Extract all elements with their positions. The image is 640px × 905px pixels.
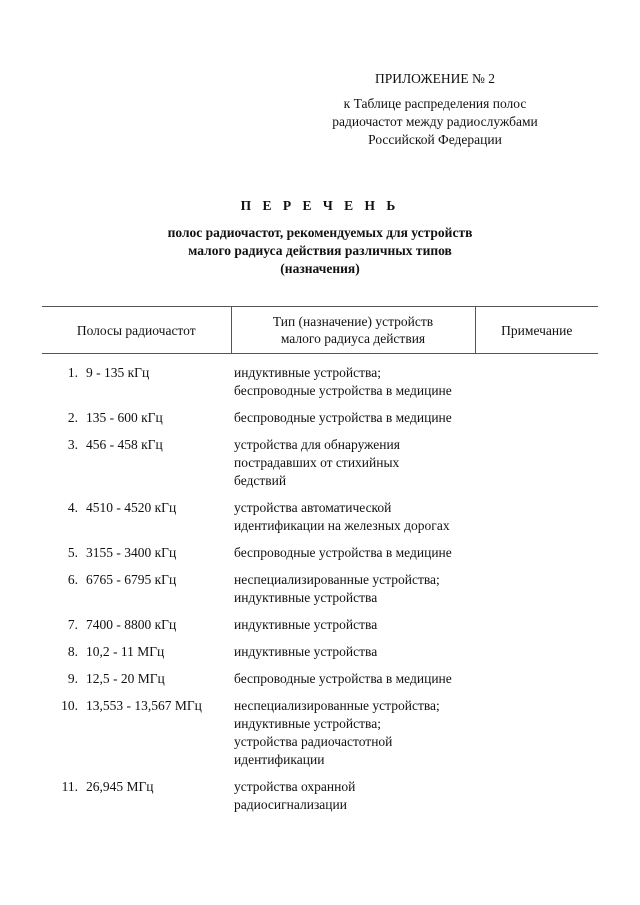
device-type-cell bbox=[231, 616, 475, 643]
note-cell bbox=[475, 571, 598, 616]
header-bands: Полосы радиочастот bbox=[42, 307, 231, 354]
document-heading bbox=[0, 197, 640, 278]
document-subtitle-line: малого радиуса действия различных типов bbox=[188, 243, 452, 258]
band-entry bbox=[42, 436, 231, 454]
table-row bbox=[42, 670, 598, 697]
device-type-line: устройства для обнаружения bbox=[234, 437, 400, 452]
band-entry bbox=[42, 571, 231, 589]
band-cell bbox=[42, 409, 231, 436]
appendix-title: ПРИЛОЖЕНИЕ № 2 bbox=[374, 71, 496, 86]
row-number: 10. bbox=[61, 698, 78, 713]
row-number: 6. bbox=[67, 572, 78, 587]
device-type-cell bbox=[231, 670, 475, 697]
band-cell bbox=[42, 778, 231, 823]
header-type bbox=[231, 307, 475, 354]
device-type-cell bbox=[231, 778, 475, 823]
device-type-line: беспроводные устройства в медицине bbox=[234, 383, 452, 398]
table-row bbox=[42, 616, 598, 643]
table-row bbox=[42, 436, 598, 499]
frequency-table bbox=[42, 306, 598, 823]
table-row bbox=[42, 544, 598, 571]
device-type-line: устройства охранной bbox=[234, 779, 356, 794]
device-type-line: устройства радиочастотной bbox=[234, 734, 393, 749]
table-row bbox=[42, 778, 598, 823]
note-cell bbox=[475, 499, 598, 544]
device-type-cell bbox=[231, 499, 475, 544]
band-cell bbox=[42, 436, 231, 499]
row-number: 7. bbox=[67, 617, 78, 632]
frequency-band: 12,5 - 20 МГц bbox=[86, 671, 165, 686]
device-type-line: индуктивные устройства bbox=[234, 644, 378, 659]
note-cell bbox=[475, 697, 598, 778]
device-type-line: беспроводные устройства в медицине bbox=[234, 545, 452, 560]
document-subtitle-line: полос радиочастот, рекомендуемых для устройств bbox=[167, 225, 473, 240]
band-entry bbox=[42, 364, 231, 382]
device-type-line: индуктивные устройства bbox=[234, 617, 378, 632]
device-type-line: бедствий bbox=[234, 473, 287, 488]
band-entry bbox=[42, 643, 231, 661]
frequency-band: 3155 - 3400 кГц bbox=[86, 545, 177, 560]
row-number: 11. bbox=[61, 779, 78, 794]
device-type-line: неспециализированные устройства; bbox=[234, 698, 440, 713]
band-entry bbox=[42, 616, 231, 634]
band-entry bbox=[42, 697, 231, 715]
note-cell bbox=[475, 544, 598, 571]
device-type-line: идентификации bbox=[234, 752, 325, 767]
frequency-band: 10,2 - 11 МГц bbox=[86, 644, 165, 659]
appendix-header bbox=[310, 70, 560, 149]
band-cell bbox=[42, 499, 231, 544]
table-row bbox=[42, 643, 598, 670]
device-type-line: беспроводные устройства в медицине bbox=[234, 671, 452, 686]
note-cell bbox=[475, 616, 598, 643]
table-header-row bbox=[42, 307, 598, 354]
band-entry bbox=[42, 409, 231, 427]
row-number: 4. bbox=[67, 500, 78, 515]
appendix-line: к Таблице распределения полос bbox=[343, 96, 527, 111]
device-type-line: индуктивные устройства; bbox=[234, 365, 381, 380]
band-cell bbox=[42, 571, 231, 616]
frequency-band: 26,945 МГц bbox=[86, 779, 154, 794]
note-cell bbox=[475, 409, 598, 436]
device-type-cell bbox=[231, 409, 475, 436]
frequency-band: 456 - 458 кГц bbox=[86, 437, 163, 452]
row-number: 9. bbox=[67, 671, 78, 686]
table-row bbox=[42, 499, 598, 544]
appendix-gap bbox=[310, 88, 560, 95]
band-cell bbox=[42, 354, 231, 410]
device-type-line: неспециализированные устройства; bbox=[234, 572, 440, 587]
device-type-cell bbox=[231, 354, 475, 410]
row-number: 2. bbox=[67, 410, 78, 425]
frequency-band: 7400 - 8800 кГц bbox=[86, 617, 177, 632]
device-type-cell bbox=[231, 571, 475, 616]
row-number: 5. bbox=[67, 545, 78, 560]
appendix-line: радиочастот между радиослужбами bbox=[332, 114, 538, 129]
frequency-band: 9 - 135 кГц bbox=[86, 365, 150, 380]
device-type-line: пострадавших от стихийных bbox=[234, 455, 400, 470]
document-subtitle-line: (назначения) bbox=[280, 261, 360, 276]
row-number: 3. bbox=[67, 437, 78, 452]
note-cell bbox=[475, 354, 598, 410]
table-body bbox=[42, 354, 598, 824]
table-row bbox=[42, 697, 598, 778]
note-cell bbox=[475, 670, 598, 697]
device-type-line: устройства автоматической bbox=[234, 500, 392, 515]
band-cell bbox=[42, 697, 231, 778]
device-type-line: индуктивные устройства; bbox=[234, 716, 381, 731]
band-entry bbox=[42, 544, 231, 562]
row-number: 8. bbox=[67, 644, 78, 659]
device-type-cell bbox=[231, 436, 475, 499]
band-cell bbox=[42, 643, 231, 670]
note-cell bbox=[475, 436, 598, 499]
device-type-line: радиосигнализации bbox=[234, 797, 347, 812]
frequency-band: 135 - 600 кГц bbox=[86, 410, 163, 425]
header-type-line: малого радиуса действия bbox=[280, 331, 426, 346]
appendix-line: Российской Федерации bbox=[368, 132, 502, 147]
device-type-cell bbox=[231, 544, 475, 571]
device-type-line: индуктивные устройства bbox=[234, 590, 378, 605]
table-row bbox=[42, 571, 598, 616]
header-type-line: Тип (назначение) устройств bbox=[272, 314, 434, 329]
band-cell bbox=[42, 670, 231, 697]
device-type-cell bbox=[231, 697, 475, 778]
frequency-band: 4510 - 4520 кГц bbox=[86, 500, 177, 515]
band-entry bbox=[42, 778, 231, 796]
row-number: 1. bbox=[67, 365, 78, 380]
note-cell bbox=[475, 778, 598, 823]
device-type-cell bbox=[231, 643, 475, 670]
table-row bbox=[42, 354, 598, 410]
header-note: Примечание bbox=[475, 307, 598, 354]
device-type-line: беспроводные устройства в медицине bbox=[234, 410, 452, 425]
band-entry bbox=[42, 499, 231, 517]
frequency-band: 6765 - 6795 кГц bbox=[86, 572, 177, 587]
document-title: П Е Р Е Ч Е Н Ь bbox=[240, 198, 400, 213]
band-entry bbox=[42, 670, 231, 688]
device-type-line: идентификации на железных дорогах bbox=[234, 518, 450, 533]
frequency-band: 13,553 - 13,567 МГц bbox=[86, 698, 202, 713]
table-row bbox=[42, 409, 598, 436]
band-cell bbox=[42, 544, 231, 571]
band-cell bbox=[42, 616, 231, 643]
note-cell bbox=[475, 643, 598, 670]
